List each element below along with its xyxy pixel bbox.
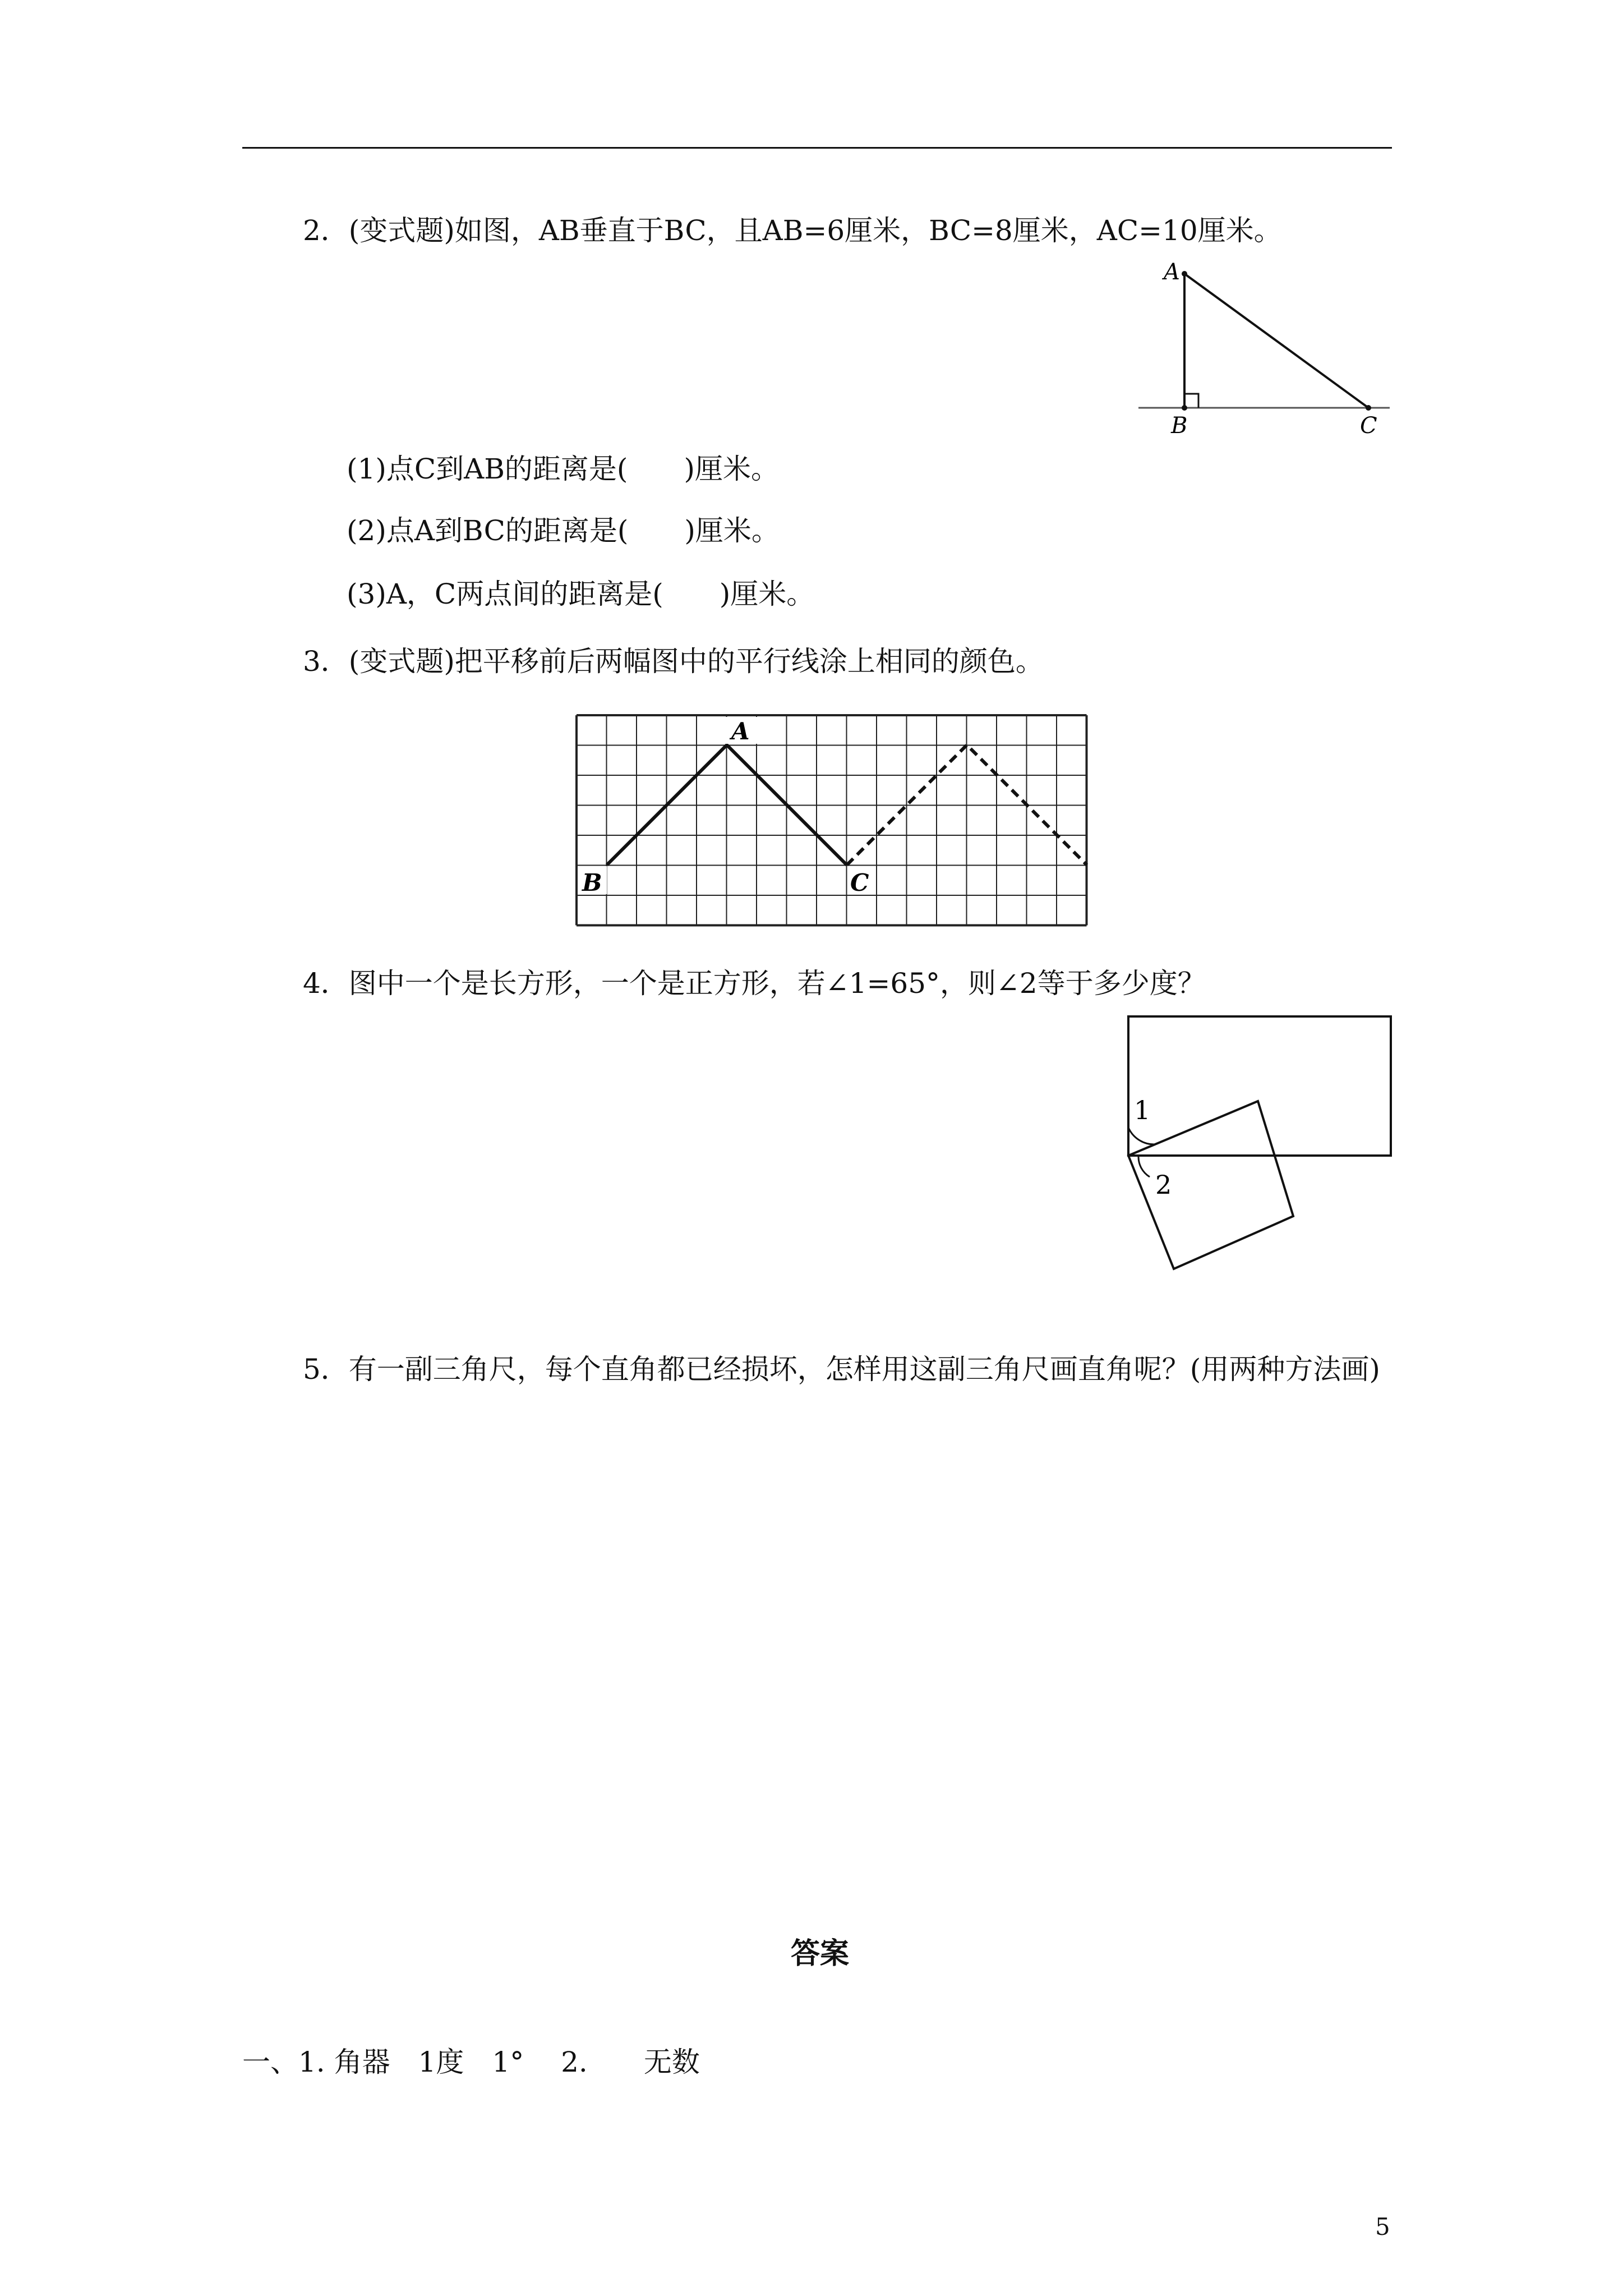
- rectangle-square-figure: [1110, 1004, 1402, 1285]
- question-3-stem: 3．(变式题)把平移前后两幅图中的平行线涂上相同的颜色。: [303, 645, 1044, 678]
- triangle-label-c: C: [1360, 413, 1377, 439]
- triangle-label-b: B: [1171, 413, 1188, 439]
- page-number: 5: [1375, 2213, 1390, 2240]
- answers-title: 答案: [791, 1937, 850, 1971]
- header-rule: [242, 147, 1392, 149]
- question-4-stem: 4．图中一个是长方形，一个是正方形，若∠1=65°，则∠2等于多少度？: [303, 967, 1206, 1000]
- answers-line-1: 一、1. 角器 1度 1° 2. 无数: [242, 2046, 700, 2078]
- angle-2-label: 2: [1155, 1170, 1172, 1200]
- question-5-stem: 5．有一副三角尺，每个直角都已经损坏，怎样用这副三角尺画直角呢？(用两种方法画): [303, 1353, 1380, 1386]
- angle-1-label: 1: [1134, 1095, 1151, 1125]
- question-2-sub-2: (2)点A到BC的距离是( )厘米。: [347, 514, 780, 547]
- triangle-label-a: A: [1164, 259, 1180, 285]
- grid-label-a: A: [731, 717, 750, 745]
- question-2-sub-1: (1)点C到AB的距离是( )厘米。: [347, 453, 779, 485]
- question-2-sub-3: (3)A，C两点间的距离是( )厘米。: [347, 578, 815, 610]
- translation-grid-figure: [572, 708, 1122, 932]
- grid-label-c: C: [850, 869, 869, 896]
- question-2-stem: 2．(变式题)如图，AB垂直于BC，且AB=6厘米，BC=8厘米，AC=10厘米。: [303, 214, 1282, 247]
- grid-label-b: B: [582, 869, 602, 896]
- right-triangle-figure: [1133, 258, 1402, 443]
